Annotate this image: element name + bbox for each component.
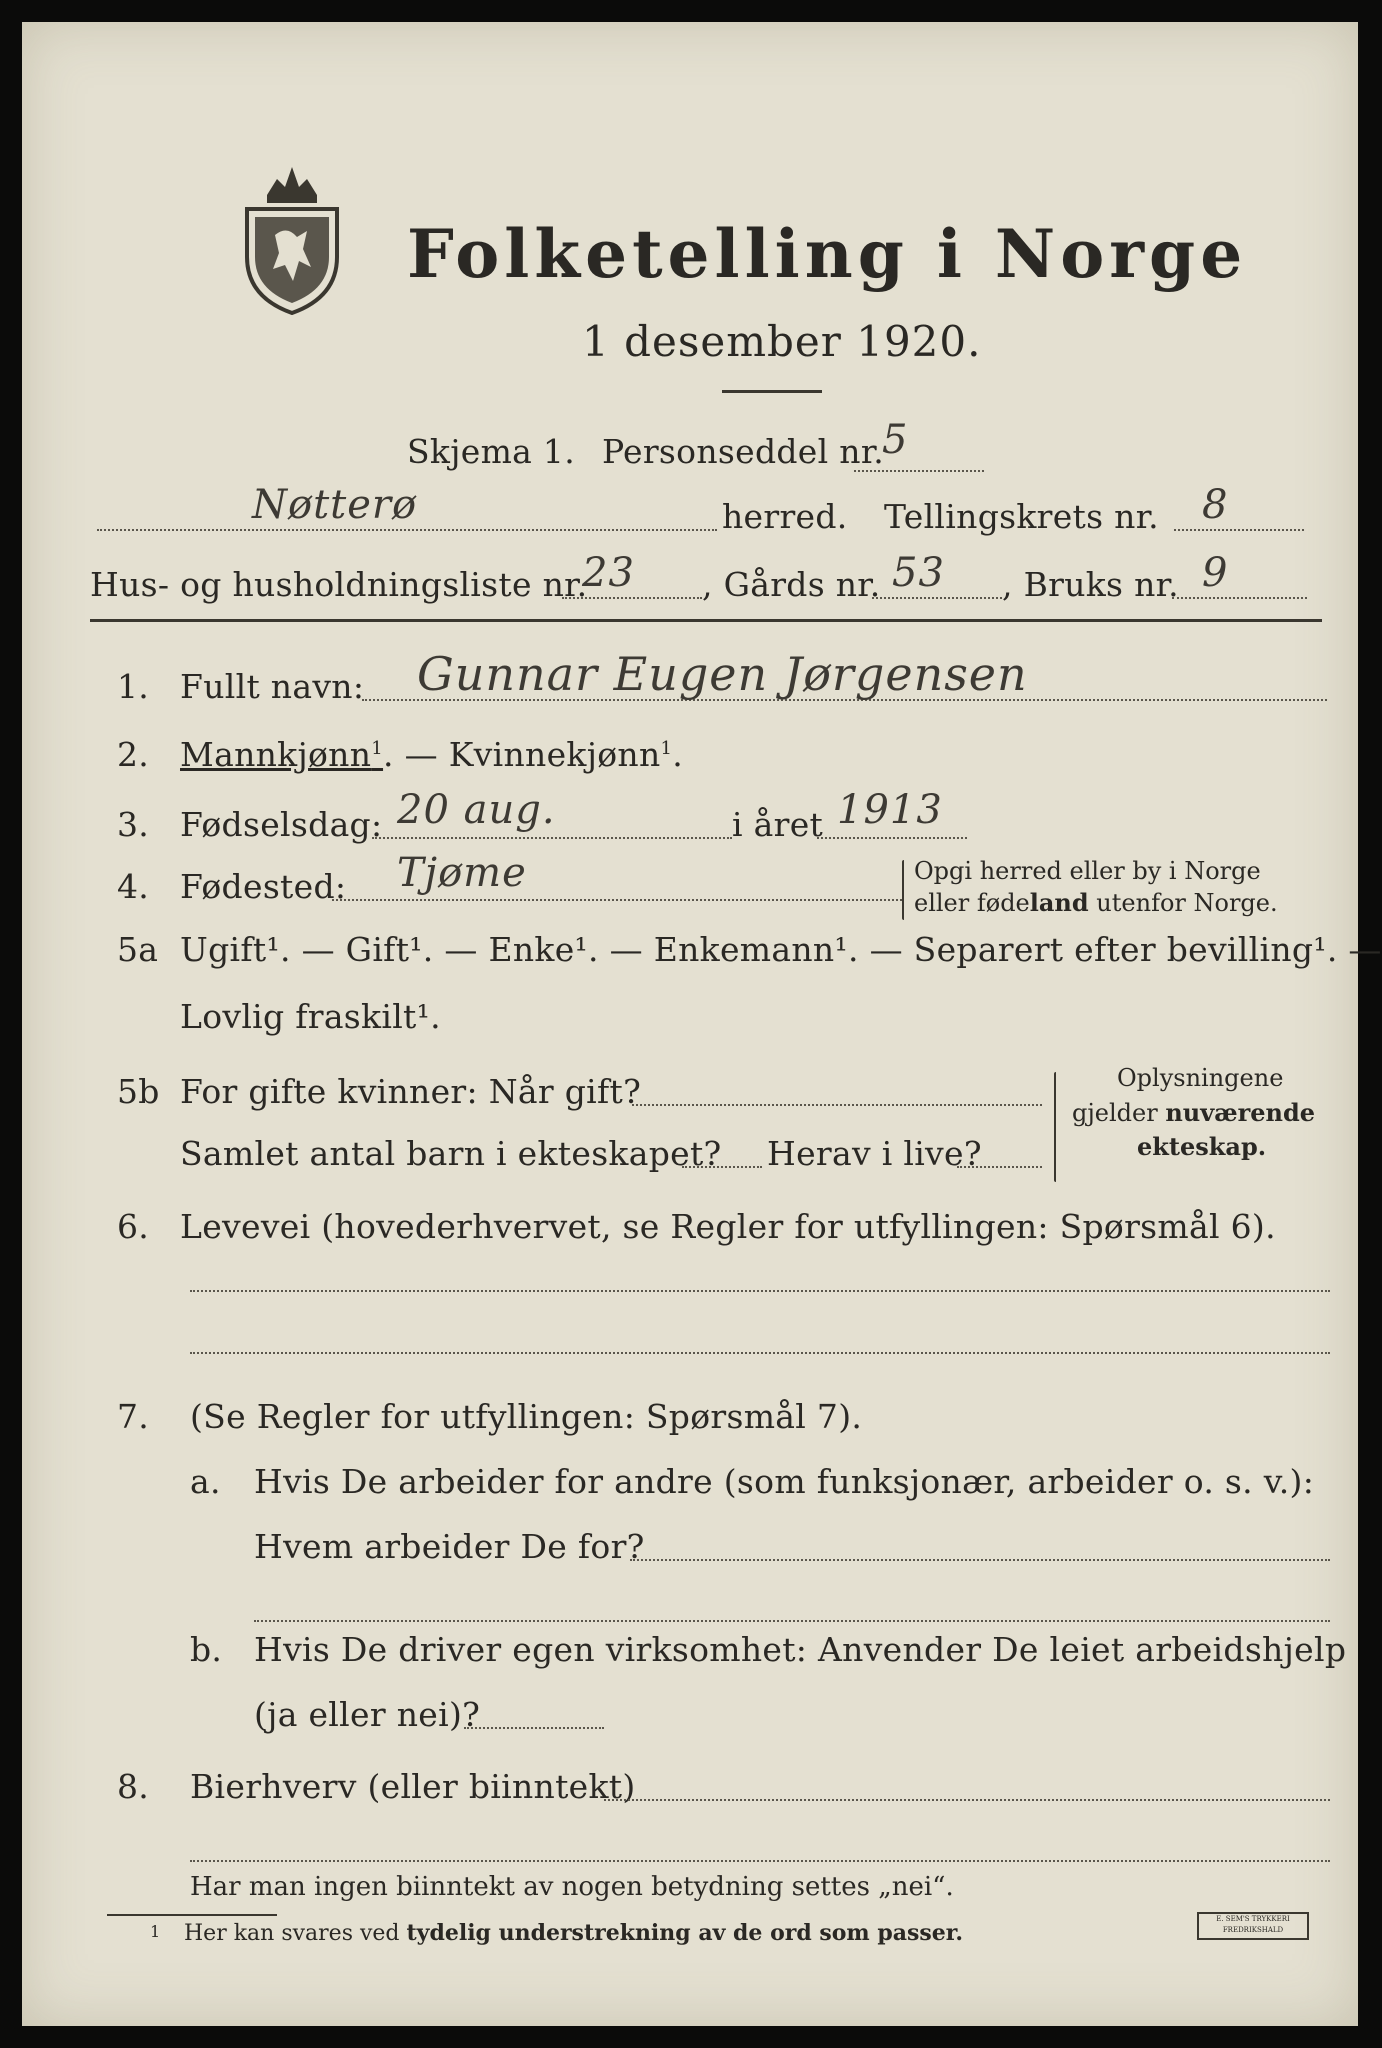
husliste-label: Hus- og husholdningsliste nr. [90, 565, 588, 604]
q5a-number: 5a [117, 930, 159, 969]
bruks-value[interactable]: 9 [1202, 550, 1229, 596]
bruks-label: , Bruks nr. [1002, 565, 1179, 604]
q7a-number: a. [190, 1462, 221, 1501]
form-subtitle: 1 desember 1920. [582, 317, 982, 366]
q2-options: Mannkjønn$^1$. — Kvinnekjønn$^1$. [180, 735, 684, 774]
q4-label: Fødested: [180, 867, 347, 906]
tellingskrets-value[interactable]: 8 [1202, 482, 1229, 528]
footnote-divider [107, 1914, 277, 1916]
q7-label: (Se Regler for utfyllingen: Spørsmål 7). [190, 1397, 863, 1436]
q5b-herav-label: Herav i live? [767, 1134, 982, 1173]
q4-birthplace-value[interactable]: Tjøme [397, 850, 527, 896]
printer-stamp: E. SEM'S TRYKKERI FREDRIKSHALD [1197, 1912, 1309, 1940]
q7b-number: b. [190, 1630, 223, 1669]
footnote-number: 1 [150, 1922, 161, 1941]
q1-full-name-value[interactable]: Gunnar Eugen Jørgensen [417, 647, 1028, 701]
gards-value[interactable]: 53 [892, 550, 945, 596]
q3-label: Fødselsdag: [180, 805, 383, 844]
header-divider [90, 619, 1322, 622]
q5b-line2-label: Samlet antal barn i ekteskapet? [180, 1134, 722, 1173]
q3-number: 3. [117, 805, 150, 844]
q7b-line1: Hvis De driver egen virksomhet: Anvender De leiet arbeidshjelp [254, 1630, 1347, 1669]
q5b-line1-label: For gifte kvinner: Når gift? [180, 1072, 642, 1111]
q7a-answer-line1[interactable] [630, 1559, 1330, 1561]
q5b-note-line3: ekteskap. [1137, 1132, 1267, 1161]
q7b-answer-line[interactable] [464, 1727, 604, 1729]
q4-note-line2: eller fødeland utenfor Norge. [914, 888, 1278, 917]
q3-year-label: i året [732, 805, 824, 844]
q1-number: 1. [117, 667, 150, 706]
q6-number: 6. [117, 1207, 150, 1246]
q7a-line2: Hvem arbeider De for? [254, 1527, 645, 1566]
q3-birthday-value[interactable]: 20 aug. [397, 787, 556, 833]
q7a-line1: Hvis De arbeider for andre (som funksjonær, arbeider o. s. v.): [254, 1462, 1315, 1501]
gards-label: , Gårds nr. [702, 565, 881, 604]
tellingskrets-label: Tellingskrets nr. [884, 497, 1159, 536]
q4-number: 4. [117, 867, 150, 906]
norway-coat-of-arms-icon [237, 157, 347, 315]
q5b-number: 5b [117, 1072, 160, 1111]
q1-label: Fullt navn: [180, 667, 365, 706]
q2-number: 2. [117, 735, 150, 774]
herred-label: herred. [722, 497, 848, 536]
q5a-options-line2[interactable]: Lovlig fraskilt¹. [180, 997, 441, 1036]
form-title: Folketelling i Norge [407, 215, 1248, 293]
q6-answer-line2[interactable] [190, 1352, 1330, 1354]
q3-year-value[interactable]: 1913 [837, 787, 943, 833]
q5b-note-line2: gjelder nuværende [1072, 1098, 1316, 1127]
q8-label: Bierhverv (eller biinntekt) [190, 1767, 636, 1806]
personseddel-value[interactable]: 5 [882, 417, 909, 463]
q4-note-line1: Opgi herred eller by i Norge [914, 857, 1261, 885]
title-divider [722, 390, 822, 393]
skjema-label: Skjema 1. [407, 432, 576, 471]
q7b-line2: (ja eller nei)? [254, 1695, 481, 1734]
census-form-page [22, 22, 1382, 2026]
herred-value[interactable]: Nøtterø [252, 482, 418, 528]
q8-answer-line1[interactable] [604, 1799, 1330, 1801]
q7-number: 7. [117, 1397, 150, 1436]
q2-mannkjonn-option[interactable]: Mannkjønn$^1$ [180, 735, 384, 774]
q8-note: Har man ingen biinntekt av nogen betydning settes „nei“. [190, 1872, 954, 1902]
q6-answer-line1[interactable] [190, 1290, 1330, 1292]
q6-label: Levevei (hovederhvervet, se Regler for utfyllingen: Spørsmål 6). [180, 1207, 1276, 1246]
q7a-answer-line2[interactable] [254, 1620, 1330, 1622]
q5b-note-line1: Oplysningene [1117, 1064, 1284, 1092]
q5a-options-line1[interactable]: Ugift¹. — Gift¹. — Enke¹. — Enkemann¹. — Separert efter bevilling¹. — [180, 930, 1382, 969]
q2-kvinnekjonn-option[interactable]: Kvinnekjønn$^1$ [448, 735, 673, 774]
husliste-value[interactable]: 23 [582, 550, 635, 596]
personseddel-label: Personseddel nr. [602, 432, 885, 471]
footnote-text: Her kan svares ved tydelig understrekning av de ord som passer. [184, 1920, 964, 1946]
q8-number: 8. [117, 1767, 150, 1806]
q8-answer-line2[interactable] [190, 1860, 1330, 1862]
